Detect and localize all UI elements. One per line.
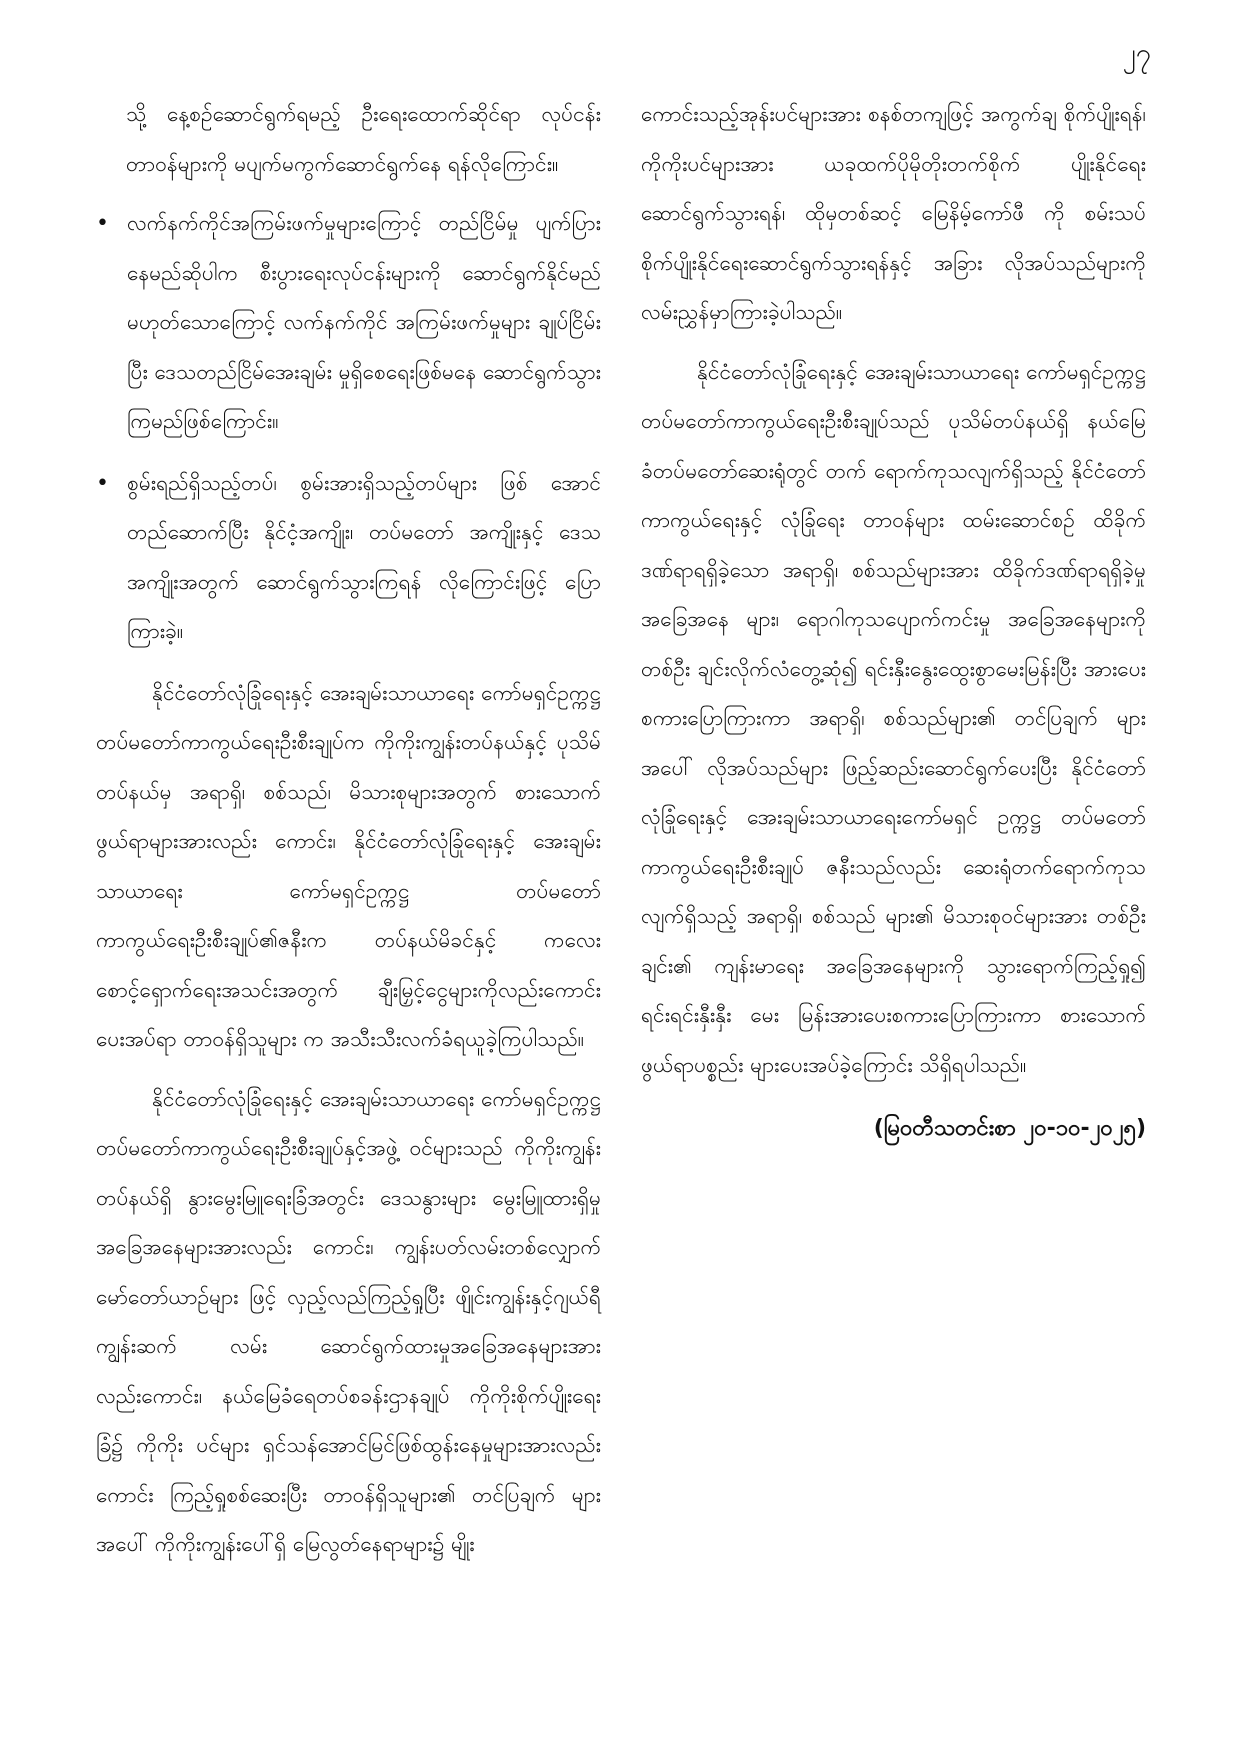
right-paragraph-1: ကောင်းသည့်အုန်းပင်များအား စနစ်တကျဖြင့် အကွက်ချ စိုက်ပျိုးရန်၊ ကိုကိုးပင်များအား ယခုထက်ပိုမိုတိုးတက်စိုက် ပျိုးနိုင်ရေး ဆောင်ရွက်သွားရန်၊ ထိုမှတစ်ဆင့် မြေနိမ့်ကော်ဖီ ကို စမ်းသပ်စိုက်ပျိုးနိုင်ရေးဆောင်ရွက်သွားရန်နှင့် အခြား လိုအပ်သည်များကို လမ်းညွှန်မှာကြားခဲ့ပါသည်။ — [641, 102, 1146, 324]
bullet-icon: • — [96, 470, 109, 496]
source-citation: (မြဝတီသတင်းစာ ၂၀-၁၀-၂၀၂၅) — [873, 1116, 1146, 1141]
left-column — [96, 90, 601, 1580]
right-paragraph-2: နိုင်ငံတော်လုံခြုံရေးနှင့် အေးချမ်းသာယာရေး ကော်မရှင်ဥက္ကဋ္ဌ တပ်မတော်ကာကွယ်ရေးဦးစီးချုပ်သည် ပုသိမ်တပ်နယ်ရှိ နယ်မြေခံတပ်မတော်ဆေးရုံတွင် တက် ရောက်ကုသလျက်ရှိသည့် နိုင်ငံတော်ကာကွယ်ရေးနှင့် လုံခြုံရေး တာဝန်များ ထမ်းဆောင်စဉ် ထိခိုက်ဒဏ်ရာရရှိခဲ့သော အရာရှိ၊ စစ်သည်များအား ထိခိုက်ဒဏ်ရာရရှိခဲ့မှု အခြေအနေ များ၊ ရောဂါကုသပျောက်ကင်းမှု အခြေအနေများကို တစ်ဦး ချင်းလိုက်လံတွေ့ဆုံ၍ ရင်းနှီးနွေးထွေးစွာမေးမြန်းပြီး အားပေး စကားပြောကြားကာ အရာရှိ၊ စစ်သည်များ၏ တင်ပြချက် များအပေါ် လိုအပ်သည်များ ဖြည့်ဆည်းဆောင်ရွက်ပေးပြီး နိုင်ငံတော်လုံခြုံရေးနှင့် အေးချမ်းသာယာရေးကော်မရှင် ဥက္ကဋ္ဌ တပ်မတော်ကာကွယ်ရေးဦးစီးချုပ် ဇနီးသည်လည်း ဆေးရုံတက်ရောက်ကုသလျက်ရှိသည့် အရာရှိ၊ စစ်သည် များ၏ မိသားစုဝင်များအား တစ်ဦးချင်း၏ ကျန်းမာရေး အခြေအနေများကို သွားရောက်ကြည့်ရှု၍ ရင်းရင်းနှီးနှီး မေး မြန်းအားပေးစကားပြောကြားကာ စားသောက်ဖွယ်ရာပစ္စည်း များပေးအပ်ခဲ့ကြောင်း သိရှိရပါသည်။ — [641, 359, 1146, 1077]
left-paragraph-1: နိုင်ငံတော်လုံခြုံရေးနှင့် အေးချမ်းသာယာရေး ကော်မရှင်ဥက္ကဋ္ဌ တပ်မတော်ကာကွယ်ရေးဦးစီးချုပ်က ကိုကိုးကျွန်းတပ်နယ်နှင့် ပုသိမ်တပ်နယ်မှ အရာရှိ၊ စစ်သည်၊ မိသားစုများအတွက် စားသောက်ဖွယ်ရာများအားလည်း ကောင်း၊ နိုင်ငံတော်လုံခြုံရေးနှင့် အေးချမ်းသာယာရေး ကော်မရှင်ဥက္ကဋ္ဌ တပ်မတော်ကာကွယ်ရေးဦးစီးချုပ်၏ဇနီးက တပ်နယ်မိခင်နှင့် ကလေးစောင့်ရှောက်ရေးအသင်းအတွက် ချီးမြှင့်ငွေများကိုလည်းကောင်း ပေးအပ်ရာ တာဝန်ရှိသူများ က အသီးသီးလက်ခံရယူခဲ့ကြပါသည်။ — [96, 680, 601, 1051]
left-continuation-paragraph: သို့ နေ့စဉ်ဆောင်ရွက်ရမည့် ဦးရေးထောက်ဆိုင်ရာ လုပ်ငန်းတာဝန်များကို မပျက်မကွက်ဆောင်ရွက်နေ ရန်လိုကြောင်း။ — [126, 102, 601, 176]
bullet-text: လက်နက်ကိုင်အကြမ်းဖက်မှုများကြောင့် တည်ငြိမ်မှု ပျက်ပြားနေမည်ဆိုပါက စီးပွားရေးလုပ်ငန်းများကို ဆောင်ရွက်နိုင်မည်မဟုတ်သောကြောင့် လက်နက်ကိုင် အကြမ်းဖက်မှုများ ချုပ်ငြိမ်းပြီး ဒေသတည်ငြိမ်အေးချမ်း မှုရှိစေရေးဖြစ်မနေ ဆောင်ရွက်သွားကြမည်ဖြစ်ကြောင်း။ — [127, 211, 601, 433]
left-paragraph-2: နိုင်ငံတော်လုံခြုံရေးနှင့် အေးချမ်းသာယာရေး ကော်မရှင်ဥက္ကဋ္ဌ တပ်မတော်ကာကွယ်ရေးဦးစီးချုပ်နှင့်အဖွဲ့ ဝင်များသည် ကိုကိုးကျွန်းတပ်နယ်ရှိ နွားမွေးမြူရေးခြံအတွင်း ဒေသနွားများ မွေးမြူထားရှိမှု အခြေအနေများအားလည်း ကောင်း၊ ကျွန်းပတ်လမ်းတစ်လျှောက် မော်တော်ယာဉ်များ ဖြင့် လှည့်လည်ကြည့်ရှုပြီး ဖျိုင်းကျွန်းနှင့်ဂျယ်ရီကျွန်းဆက် လမ်း ဆောင်ရွက်ထားမှုအခြေအနေများအား လည်းကောင်း၊ နယ်မြေခံရေတပ်စခန်းဌာနချုပ် ကိုကိုးစိုက်ပျိုးရေးခြံ၌ ကိုကိုး ပင်များ ရှင်သန်အောင်မြင်ဖြစ်ထွန်းနေမှုများအားလည်း ကောင်း ကြည့်ရှုစစ်ဆေးပြီး တာဝန်ရှိသူများ၏ တင်ပြချက် များအပေါ် ကိုကိုးကျွန်းပေါ်ရှိ မြေလွတ်နေရာများ၌ မျိုး — [96, 1086, 601, 1556]
right-column — [641, 90, 1146, 1154]
bullet-item — [96, 199, 601, 447]
bullet-item — [96, 459, 601, 657]
page-number: ၂၇ — [1122, 38, 1151, 69]
bullet-text: စွမ်းရည်ရှိသည့်တပ်၊ စွမ်းအားရှိသည့်တပ်များ ဖြစ် အောင် တည်ဆောက်ပြီး နိုင်ငံ့အကျိုး၊ တပ်မတော် အကျိုးနှင့် ဒေသအကျိုးအတွက် ဆောင်ရွက်သွားကြရန် လိုကြောင်းဖြင့် ပြောကြားခဲ့။ — [127, 470, 601, 643]
bullet-icon: • — [96, 211, 109, 236]
